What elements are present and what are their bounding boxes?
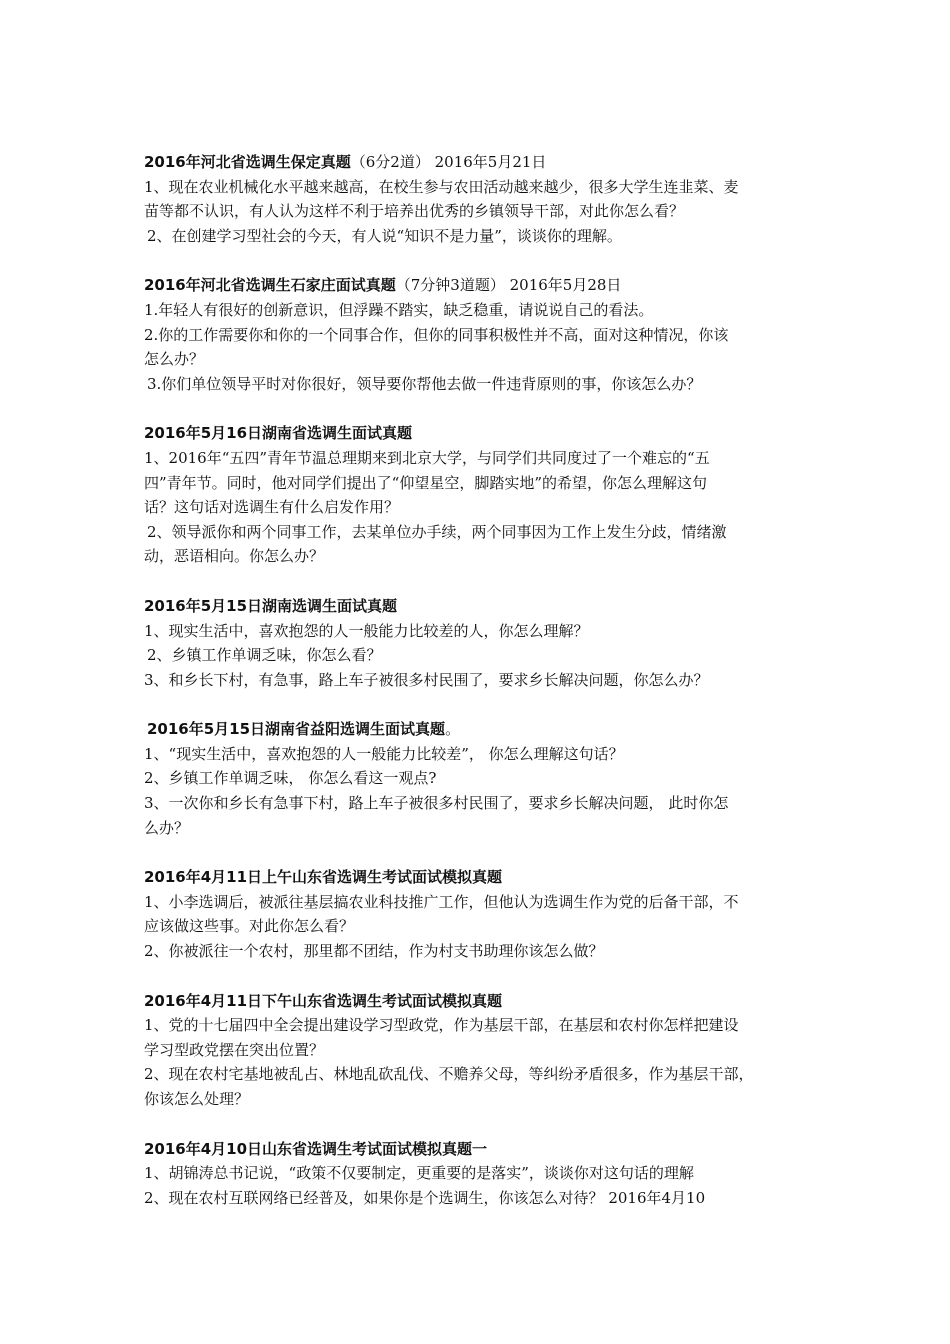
section-title — [144, 865, 824, 890]
question-line: 1、小李选调后，被派往基层搞农业科技推广工作，但他认为选调生作为党的后备干部，不 — [144, 892, 739, 911]
question-line: 1、“现实生活中，喜欢抱怨的人一般能力比较差”， 你怎么理解这句话？ — [144, 744, 624, 763]
question-line: 1、2016年“五四”青年节温总理期来到北京大学，与同学们共同度过了一个难忘的“五 — [144, 448, 710, 467]
question-section — [144, 717, 824, 840]
question-line: 3、一次你和乡长有急事下村，路上车子被很多村民围了，要求乡长解决问题， 此时你怎 — [144, 794, 729, 813]
section-title — [144, 273, 824, 298]
question-line: 么办？ — [144, 818, 190, 837]
question-line: 2、现在农村互联网络已经普及，如果你是个选调生，你该怎么对待？ 2016年4月10 — [144, 1188, 706, 1207]
question-line: 3.你们单位领导平时对你很好，领导要你帮他去做一件违背原则的事，你该怎么办？ — [147, 374, 702, 393]
question-line: 2、现在农村宅基地被乱占、林地乱砍乱伐、不赡养父母，等纠纷矛盾很多，作为基层干部， — [144, 1065, 754, 1084]
section-title-bold: 2016年5月15日湖南选调生面试真题 — [144, 596, 398, 615]
question-line: 2.你的工作需要你和你的一个同事合作，但你的同事积极性并不高，面对这种情况，你该 — [144, 325, 729, 344]
section-title-bold: 2016年5月15日湖南省益阳选调生面试真题 — [147, 720, 446, 739]
question-section — [144, 865, 824, 963]
question-line: 1、现实生活中，喜欢抱怨的人一般能力比较差的人，你怎么理解？ — [144, 621, 589, 640]
question-line: 话？这句话对选调生有什么启发作用？ — [144, 498, 400, 517]
question-line: 2、领导派你和两个同事工作，去某单位办手续，两个同事因为工作上发生分歧，情绪激 — [147, 522, 727, 541]
section-title — [144, 421, 824, 446]
question-line: 3、和乡长下村，有急事，路上车子被很多村民围了，要求乡长解决问题，你怎么办？ — [144, 670, 709, 689]
question-line: 2、在创建学习型社会的今天，有人说“知识不是力量”，谈谈你的理解。 — [147, 226, 622, 245]
question-line: 苗等都不认识，有人认为这样不利于培养出优秀的乡镇领导干部，对此你怎么看？ — [144, 202, 685, 221]
question-line: 你该怎么处理？ — [144, 1090, 250, 1108]
question-line: 1、党的十七届四中全会提出建设学习型政党，作为基层干部，在基层和农村你怎样把建设 — [144, 1016, 739, 1035]
section-title — [144, 150, 824, 175]
section-title-bold: 2016年5月16日湖南省选调生面试真题 — [144, 424, 413, 443]
question-line: 学习型政党摆在突出位置？ — [144, 1040, 325, 1059]
section-title — [144, 1137, 824, 1162]
section-title — [144, 594, 824, 619]
question-section — [144, 150, 824, 248]
question-section — [144, 594, 824, 692]
section-title-bold: 2016年4月11日上午山东省选调生考试面试模拟真题 — [144, 868, 503, 887]
question-line: 1、胡锦涛总书记说，“政策不仅要制定，更重要的是落实”，谈谈你对这句话的理解 — [144, 1164, 694, 1183]
section-title-bold: 2016年4月10日山东省选调生考试面试模拟真题一 — [144, 1139, 488, 1158]
question-section — [144, 421, 824, 569]
question-section — [144, 273, 824, 396]
section-title-bold: 2016年4月11日下午山东省选调生考试面试模拟真题 — [144, 991, 503, 1010]
section-title-suffix: 。 — [445, 720, 461, 739]
question-line: 四”青年节。同时，他对同学们提出了“仰望星空，脚踏实地”的希望，你怎么理解这句 — [144, 473, 708, 492]
section-title — [144, 989, 824, 1014]
question-line: 动，恶语相向。你怎么办？ — [144, 547, 325, 566]
section-title-bold: 2016年河北省选调生保定真题 — [144, 153, 351, 171]
section-title-bold: 2016年河北省选调生石家庄面试真题 — [144, 276, 396, 295]
question-line: 2、你被派往一个农村，那里都不团结，作为村支书助理你该怎么做？ — [144, 942, 604, 961]
question-section — [144, 989, 824, 1112]
question-line: 怎么办？ — [144, 350, 205, 369]
section-title-suffix: （6分2道） 2016年5月21日 — [350, 153, 547, 171]
document-body — [144, 150, 824, 1210]
question-line: 1、现在农业机械化水平越来越高，在校生参与农田活动越来越少，很多大学生连韭菜、麦 — [144, 177, 739, 196]
question-line: 应该做这些事。对此你怎么看？ — [144, 917, 355, 936]
section-title — [144, 717, 824, 742]
question-line: 2、乡镇工作单调乏味， 你怎么看这一观点? — [144, 769, 437, 788]
question-line: 2、乡镇工作单调乏味，你怎么看？ — [147, 646, 382, 665]
question-line: 1.年轻人有很好的创新意识，但浮躁不踏实，缺乏稳重，请说说自己的看法。 — [144, 300, 654, 319]
section-title-suffix: （7分钟3道题） 2016年5月28日 — [395, 276, 622, 295]
question-section — [144, 1137, 824, 1211]
